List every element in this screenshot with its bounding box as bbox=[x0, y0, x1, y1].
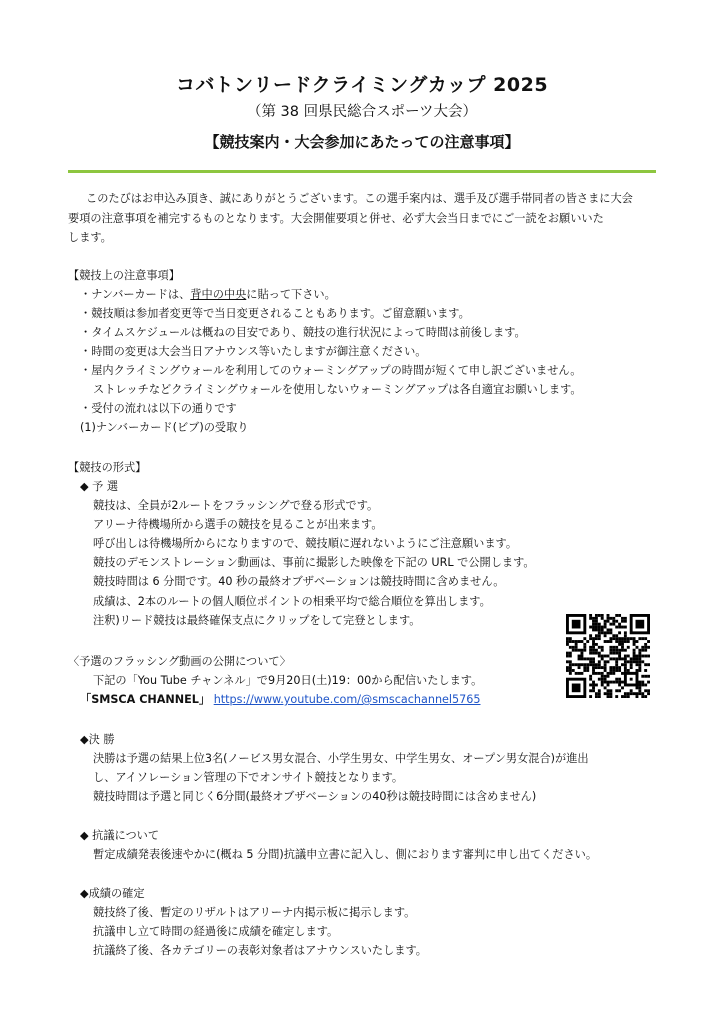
section-heading: 【競技案内・大会参加にあたっての注意事項】 bbox=[204, 133, 520, 151]
notes-item-emphasis: 背中の中央 bbox=[190, 288, 247, 301]
protest-line: 暫定成績発表後速やかに(概ね 5 分間)抗議申立書に記入し、側におります審判に申し出てください。 bbox=[93, 848, 598, 861]
notes-item: ・屋内クライミングウォールを利用してのウォーミングアップの時間が短くて申し訳ございません。 bbox=[80, 364, 582, 377]
qr-code-icon bbox=[566, 614, 650, 698]
page-title: コバトンリードクライミングカップ 2025 bbox=[175, 74, 549, 96]
intro-line: このたびはお申込み頂き、誠にありがとうございます。この選手案内は、選手及び選手帯同者の皆さまに大会 bbox=[86, 192, 633, 205]
qualifier-line: 成績は、2本のルートの個人順位ポイントの相乗平均で総合順位を算出します。 bbox=[93, 595, 491, 608]
video-line: 下記の「You Tube チャンネル」で9月20日(土)19：00から配信いたします。 bbox=[93, 674, 483, 687]
channel-name: 「SMSCA CHANNEL」 bbox=[80, 693, 211, 706]
results-line: 抗議終了後、各カテゴリーの表彰対象者はアナウンスいたします。 bbox=[93, 944, 427, 957]
notes-item bbox=[80, 287, 336, 302]
format-title: 【競技の形式】 bbox=[68, 461, 147, 474]
notes-title: 【競技上の注意事項】 bbox=[68, 269, 180, 282]
notes-item: ・競技順は参加者変更等で当日変更されることもあります。ご留意願います。 bbox=[80, 307, 470, 320]
protest-title: ◆ 抗議について bbox=[80, 829, 160, 842]
notes-item: (1)ナンバーカード(ビブ)の受取り bbox=[80, 421, 249, 434]
youtube-link[interactable]: https://www.youtube.com/@smscachannel5765 bbox=[213, 693, 481, 706]
qualifier-line: 注釈)リード競技は最終確保支点にクリップをして完登とします。 bbox=[93, 614, 421, 627]
notes-item-suffix: に貼って下さい。 bbox=[246, 288, 336, 301]
qualifier-line: 競技のデモンストレーション動画は、事前に撮影した映像を下記の URL で公開します。 bbox=[93, 556, 535, 569]
page-subtitle: （第 38 回県民総合スポーツ大会） bbox=[246, 104, 478, 120]
notes-item: ・受付の流れは以下の通りです bbox=[80, 402, 237, 415]
final-line: 競技時間は予選と同じく6分間(最終オブザベーションの40秒は競技時間には含めません) bbox=[93, 790, 537, 803]
intro-line: します。 bbox=[68, 231, 112, 244]
qualifier-title: ◆ 予 選 bbox=[80, 480, 119, 493]
final-line: 決勝は予選の結果上位3名(ノービス男女混合、小学生男女、中学生男女、オープン男女混合)が進出 bbox=[93, 752, 589, 765]
final-title: ◆決 勝 bbox=[80, 733, 115, 746]
qualifier-line: 呼び出しは待機場所からになりますので、競技順に遅れないようにご注意願います。 bbox=[93, 537, 518, 550]
notes-item: ・タイムスケジュールは概ねの目安であり、競技の進行状況によって時間は前後します。 bbox=[80, 326, 526, 339]
notes-item-prefix: ・ナンバーカードは、 bbox=[80, 288, 191, 301]
final-line: し、アイソレーション管理の下でオンサイト競技となります。 bbox=[93, 771, 404, 784]
notes-item: ・時間の変更は大会当日アナウンス等いたしますが御注意ください。 bbox=[80, 345, 427, 358]
qualifier-line: 競技は、全員が2ルートをフラッシングで登る形式です。 bbox=[93, 499, 379, 512]
results-title: ◆成績の確定 bbox=[80, 887, 145, 900]
notes-item-continuation: ストレッチなどクライミングウォールを使用しないウォーミングアップは各自適宜お願いします。 bbox=[93, 383, 582, 396]
intro-line: 要項の注意事項を補完するものとなります。大会開催要項と併せ、必ず大会当日までにご一読をお願いいた bbox=[68, 212, 604, 225]
results-line: 抗議申し立て時間の経過後に成績を確定します。 bbox=[93, 925, 339, 938]
qualifier-line: アリーナ待機場所から選手の競技を見ることが出来ます。 bbox=[93, 518, 383, 531]
green-divider bbox=[68, 170, 656, 173]
channel-line bbox=[80, 692, 481, 707]
video-title: 〈予選のフラッシング動画の公開について〉 bbox=[68, 655, 291, 668]
results-line: 競技終了後、暫定のリザルトはアリーナ内掲示板に掲示します。 bbox=[93, 906, 416, 919]
qualifier-line: 競技時間は 6 分間です。40 秒の最終オブザベーションは競技時間に含めません。 bbox=[93, 575, 505, 588]
